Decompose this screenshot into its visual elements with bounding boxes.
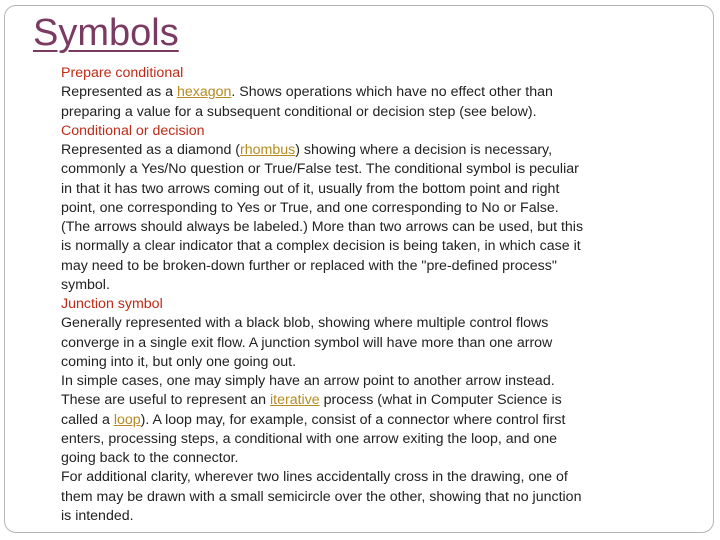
body-line (61, 449, 657, 468)
text-run: commonly a Yes/No question or True/False test. The conditional symbol is peculiar (61, 161, 579, 178)
body-line (61, 468, 657, 487)
text-run: Represented as a (61, 84, 177, 101)
link-iterative[interactable]: iterative (270, 392, 320, 409)
text-run: may need to be broken-down further or replaced with the "pre-defined process" (61, 257, 557, 274)
body-line (61, 334, 657, 353)
text-run: ) showing where a decision is necessary, (295, 142, 553, 158)
section-heading: Conditional or decision (61, 122, 205, 139)
text-run: ). A loop may, for example, consist of a connector where control first (140, 411, 566, 428)
text-run: them may be drawn with a small semicircle over the other, showing that no junction (61, 488, 582, 505)
link-loop[interactable]: loop (113, 411, 141, 428)
body-line (61, 83, 657, 102)
body-line (61, 257, 657, 276)
text-run: For additional clarity, wherever two lines accidentally cross in the drawing, one of (61, 469, 568, 486)
body-line (61, 199, 657, 218)
text-run: symbol. (61, 276, 110, 293)
body-line (61, 103, 657, 122)
body-line (61, 160, 657, 179)
slide-body (61, 64, 657, 526)
section-heading: Prepare conditional (61, 65, 184, 81)
text-run: is intended. (61, 507, 134, 524)
text-run: in that it has two arrows coming out of it, usually from the bottom point and right (61, 180, 560, 197)
body-line (61, 411, 657, 430)
body-line (61, 314, 657, 333)
link-hexagon[interactable]: hexagon (176, 84, 232, 101)
body-line (61, 180, 657, 199)
text-run: Generally represented with a black blob, showing where multiple control flows (61, 315, 549, 332)
section-heading: Junction symbol (61, 296, 163, 312)
text-run: process (what in Computer Science is (319, 392, 562, 409)
link-rhombus[interactable]: rhombus (240, 142, 296, 158)
text-run: In simple cases, one may simply have an arrow point to another arrow instead. (61, 373, 555, 389)
body-line (61, 507, 657, 526)
text-run: is normally a clear indicator that a complex decision is being taken, in which case it (61, 238, 581, 255)
body-line (61, 141, 657, 160)
text-run: enters, processing steps, a conditional with one arrow exiting the loop, and one (61, 430, 558, 447)
body-line (61, 353, 657, 372)
text-run: (The arrows should always be labeled.) More than two arrows can be used, but this (61, 219, 584, 235)
body-line (61, 488, 657, 507)
text-run: Represented as a diamond ( (61, 142, 241, 158)
text-run: called a (61, 411, 114, 428)
text-run: point, one corresponding to Yes or True, and one corresponding to No or False. (61, 199, 559, 216)
text-run: coming into it, but only one going out. (61, 353, 297, 370)
body-line (61, 372, 657, 391)
body-line (61, 430, 657, 449)
slide-title: Symbols (33, 12, 179, 54)
text-run: These are useful to represent an (61, 392, 270, 409)
text-run: going back to the connector. (61, 450, 239, 466)
body-line (61, 237, 657, 256)
body-line (61, 391, 657, 410)
body-line (61, 276, 657, 295)
text-run: . Shows operations which have no effect other than (231, 84, 553, 101)
body-line (61, 218, 657, 237)
text-run: preparing a value for a subsequent conditional or decision step (see below). (61, 103, 537, 120)
text-run: converge in a single exit flow. A junction symbol will have more than one arrow (61, 334, 553, 351)
